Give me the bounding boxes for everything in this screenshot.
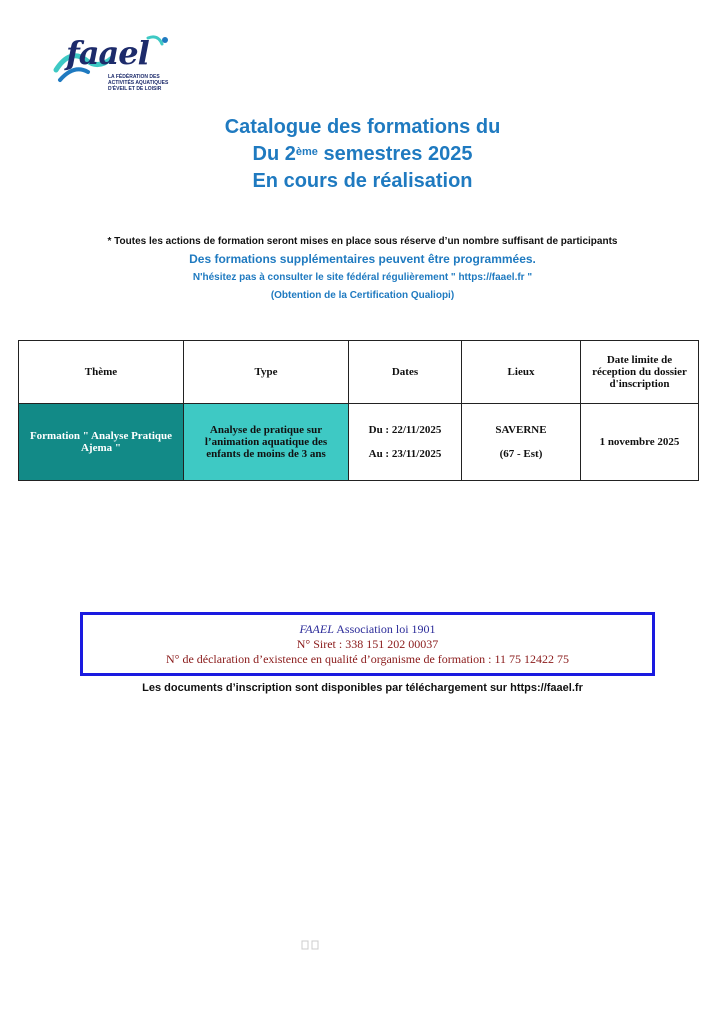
place-region: (67 - Est) (499, 448, 543, 460)
page-title (0, 114, 725, 195)
availability-note: * Toutes les actions de formation seront mises en place sous réserve d’un nombre suffisant de participants (107, 236, 618, 247)
title-line-2-suffix: semestres 2025 (317, 143, 473, 165)
logo-tagline: LA FÉDÉRATION DES ACTIVITÉS AQUATIQUES D'ÉVEIL ET DE LOISIR (108, 74, 169, 92)
downloads-note[interactable]: Les documents d’inscription sont disponibles par téléchargement sur https://faael.fr (142, 682, 583, 694)
association-type: Association loi 1901 (333, 622, 436, 636)
formations-table (18, 340, 699, 481)
header-type: Type (184, 341, 349, 404)
table-row (19, 404, 699, 481)
website-note[interactable]: N'hésitez pas à consulter le site fédéral régulièrement " https://faael.fr " (192, 272, 533, 283)
title-line-2 (0, 141, 725, 168)
more-trainings-note: Des formations supplémentaires peuvent être programmées. (189, 252, 536, 266)
qualiopi-note: (Obtention de la Certification Qualiopi) (270, 290, 455, 301)
title-line-2-prefix: Du 2 (252, 143, 296, 165)
association-line (83, 622, 652, 637)
siret-line: N° Siret : 338 151 202 00037 (296, 637, 439, 651)
cell-theme: Formation " Analyse Pratique Ajema " (19, 404, 184, 481)
title-line-1: Catalogue des formations du (224, 116, 501, 138)
date-end: Au : 23/11/2025 (368, 448, 442, 460)
place-name: SAVERNE (495, 424, 547, 436)
header-deadline: Date limite de réception du dossier d'inscription (581, 341, 699, 404)
date-start: Du : 22/11/2025 (368, 424, 442, 436)
association-name: FAAEL (299, 622, 334, 636)
cell-place (462, 404, 581, 481)
notes-block (0, 235, 725, 305)
association-info-box (80, 612, 655, 676)
table-header-row (19, 341, 699, 404)
header-dates: Dates (349, 341, 462, 404)
faael-logo (52, 30, 182, 92)
page-marker-icon (301, 940, 321, 950)
logo-wordmark: faael (66, 34, 149, 72)
header-lieux: Lieux (462, 341, 581, 404)
declaration-line: N° de déclaration d’existence en qualité d’organisme de formation : 11 75 12422 75 (165, 652, 569, 666)
header-theme: Thème (19, 341, 184, 404)
title-line-2-superscript: ème (295, 146, 318, 158)
title-line-3: En cours de réalisation (252, 170, 473, 192)
cell-dates (349, 404, 462, 481)
cell-type: Analyse de pratique sur l’animation aquatique des enfants de moins de 3 ans (184, 404, 349, 481)
cell-deadline: 1 novembre 2025 (581, 404, 699, 481)
